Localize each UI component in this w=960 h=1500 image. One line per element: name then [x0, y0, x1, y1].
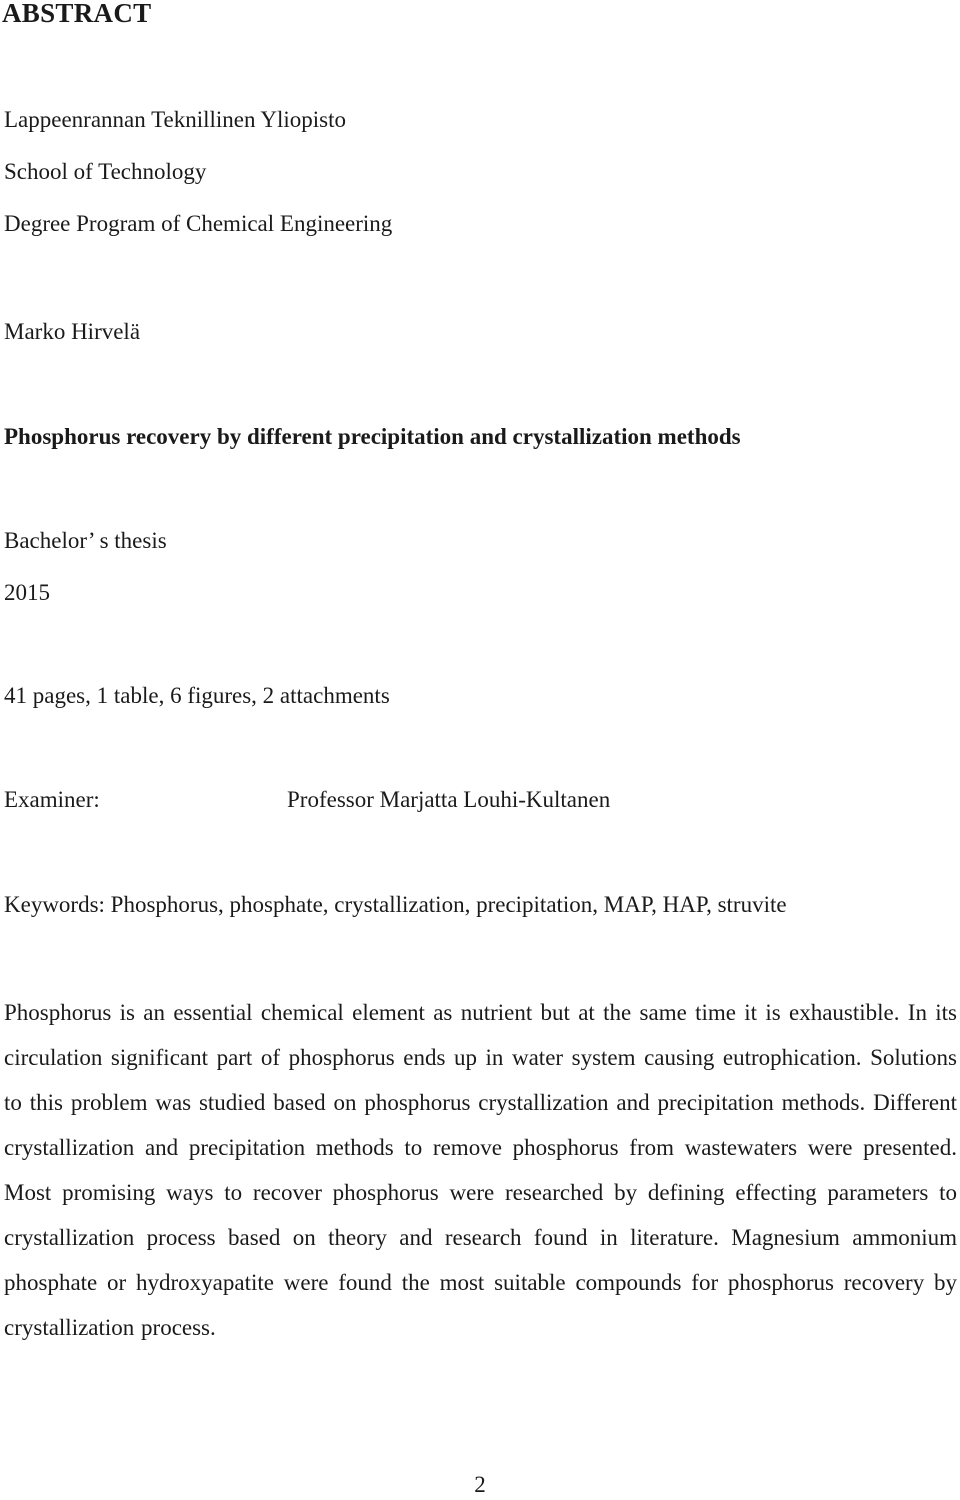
- thesis-year: 2015: [4, 580, 50, 605]
- thesis-title: Phosphorus recovery by different precipitation and crystallization methods: [4, 424, 741, 449]
- examiner-label: Examiner:: [4, 787, 100, 812]
- abstract-body: Phosphorus is an essential chemical element as nutrient but at the same time it is exhaustible. In its circulation significant part of phosphorus ends up in water system causing eutrophication. Solutions to this problem was studied based on phosphorus crystallization and precipitation methods. Different crystallization and precipitation methods to remove phosphorus from wastewaters were presented. Most promising ways to recover phosphorus were researched by defining effecting parameters to crystallization process based on theory and research found in literature. Magnesium ammonium phosphate or hydroxyapatite were found the most suitable compounds for phosphorus recovery by crystallization process.: [4, 1000, 957, 1340]
- degree-program: Degree Program of Chemical Engineering: [4, 211, 393, 236]
- keywords-line: Keywords: Phosphorus, phosphate, crystallization, precipitation, MAP, HAP, struvite: [4, 892, 787, 917]
- page-number: 2: [474, 1472, 486, 1497]
- examiner-value: Professor Marjatta Louhi-Kultanen: [287, 787, 611, 812]
- abstract-heading: ABSTRACT: [2, 0, 152, 28]
- school-name: School of Technology: [4, 159, 207, 184]
- author-name: Marko Hirvelä: [4, 319, 141, 344]
- thesis-type: Bachelor’ s thesis: [4, 528, 167, 553]
- university-name: Lappeenrannan Teknillinen Yliopisto: [4, 107, 347, 132]
- thesis-extent: 41 pages, 1 table, 6 figures, 2 attachments: [4, 683, 390, 708]
